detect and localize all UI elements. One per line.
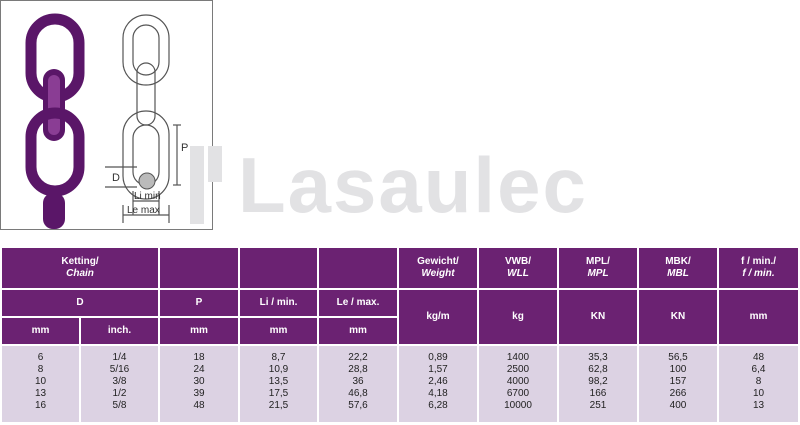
col-mbk: [639, 346, 717, 422]
header-vwb: [479, 248, 557, 288]
header-mbk-en: MBL: [667, 268, 689, 279]
unit-li: mm: [240, 318, 317, 344]
label-li-min: Li min: [134, 191, 161, 202]
table-cell: 24: [193, 364, 205, 375]
table-cell: 28,8: [348, 364, 368, 375]
table-cell: 30: [193, 376, 205, 387]
table-cell: 13: [34, 388, 47, 399]
table-cell: 6: [37, 352, 44, 363]
watermark-logo-mark: [190, 146, 230, 224]
header-blank-le: [319, 248, 397, 288]
table-cell: 22,2: [348, 352, 368, 363]
table-cell: 166: [589, 388, 607, 399]
table-cell: 48: [193, 400, 205, 411]
table-cell: 4000: [506, 376, 530, 387]
unit-p: mm: [160, 318, 238, 344]
chain-diagram: [0, 0, 213, 230]
header-weight-nl: Gewicht/: [417, 256, 459, 267]
table-cell: 21,5: [268, 400, 289, 411]
header-f-en: f / min.: [742, 268, 775, 279]
table-cell: 4,18: [428, 388, 448, 399]
header-mbk-nl: MBK/: [665, 256, 691, 267]
unit-weight: kg/m: [399, 290, 477, 344]
label-d: D: [112, 172, 120, 184]
unit-vwb: kg: [479, 290, 557, 344]
header-d: D: [2, 290, 158, 316]
table-cell: 6,28: [428, 400, 448, 411]
table-cell: 0,89: [428, 352, 448, 363]
unit-mpl: KN: [559, 290, 637, 344]
table-cell: 16: [34, 400, 47, 411]
table-cell: 400: [669, 400, 687, 411]
col-le: [319, 346, 397, 422]
table-body-row: [2, 346, 798, 422]
header-chain-en: Chain: [66, 268, 94, 279]
unit-f: mm: [719, 290, 798, 344]
table-cell: 266: [669, 388, 687, 399]
unit-d-inch: inch.: [81, 318, 158, 344]
table-cell: 157: [669, 376, 687, 387]
col-vwb: [479, 346, 557, 422]
table-cell: 10000: [504, 400, 532, 411]
table-cell: 2500: [506, 364, 530, 375]
header-row-2: [2, 290, 798, 316]
unit-d-mm: mm: [2, 318, 79, 344]
purple-chain-icon: [31, 19, 79, 229]
table-cell: 98,2: [588, 376, 608, 387]
col-d-inch: [81, 346, 158, 422]
col-li: [240, 346, 317, 422]
header-le: Le / max.: [319, 290, 397, 316]
table-cell: 62,8: [588, 364, 608, 375]
header-blank-p: [160, 248, 238, 288]
table-cell: 8: [755, 376, 762, 387]
table-cell: 6700: [506, 388, 530, 399]
table-cell: 13,5: [268, 376, 289, 387]
table-cell: 8,7: [271, 352, 286, 363]
header-li: Li / min.: [240, 290, 317, 316]
unit-mbk: KN: [639, 290, 717, 344]
cross-section-icon: [139, 173, 155, 189]
table-cell: 35,3: [588, 352, 608, 363]
table-cell: 5/8: [112, 400, 127, 411]
table-cell: 1,57: [428, 364, 448, 375]
header-weight: [399, 248, 477, 288]
header-vwb-en: WLL: [507, 268, 529, 279]
table-cell: 10: [34, 376, 47, 387]
table-cell: 36: [352, 376, 364, 387]
table-cell: 1400: [506, 352, 530, 363]
table-cell: 1/2: [112, 388, 127, 399]
table-cell: 1/4: [112, 352, 127, 363]
header-f: [719, 248, 798, 288]
unit-le: mm: [319, 318, 397, 344]
table-cell: 46,8: [348, 388, 368, 399]
col-p: [160, 346, 238, 422]
chain-illustration: [1, 1, 213, 230]
header-p: P: [160, 290, 238, 316]
header-mbk: [639, 248, 717, 288]
header-f-nl: f / min./: [741, 256, 776, 267]
header-blank-li: [240, 248, 317, 288]
header-chain: [2, 248, 158, 288]
chain-spec-table: [0, 246, 800, 424]
table-cell: 56,5: [668, 352, 688, 363]
header-chain-nl: Ketting/: [61, 256, 99, 267]
table-cell: 6,4: [751, 364, 766, 375]
label-pitch: P: [181, 142, 189, 154]
table-cell: 57,6: [348, 400, 368, 411]
col-f: [719, 346, 798, 422]
header-mpl: [559, 248, 637, 288]
header-mpl-nl: MPL/: [586, 256, 610, 267]
table-cell: 39: [193, 388, 205, 399]
table-cell: 8: [37, 364, 44, 375]
table-cell: 18: [193, 352, 205, 363]
header-vwb-nl: VWB/: [504, 256, 532, 267]
label-le-max: Le max: [127, 205, 160, 216]
table-cell: 10,9: [268, 364, 289, 375]
header-mpl-en: MPL: [587, 268, 609, 279]
table-cell: 251: [589, 400, 607, 411]
header-row-1: [2, 248, 798, 288]
table-cell: 17,5: [268, 388, 289, 399]
table-cell: 48: [752, 352, 765, 363]
table-cell: 10: [752, 388, 765, 399]
watermark-text: Lasaulec: [238, 141, 588, 229]
col-mpl: [559, 346, 637, 422]
table-cell: 100: [669, 364, 687, 375]
table-cell: 2,46: [428, 376, 448, 387]
header-weight-en: Weight: [421, 268, 455, 279]
col-weight: [399, 346, 477, 422]
table-cell: 13: [752, 400, 765, 411]
table-cell: 3/8: [112, 376, 127, 387]
table-cell: 5/16: [109, 364, 130, 375]
col-d-mm: [2, 346, 79, 422]
